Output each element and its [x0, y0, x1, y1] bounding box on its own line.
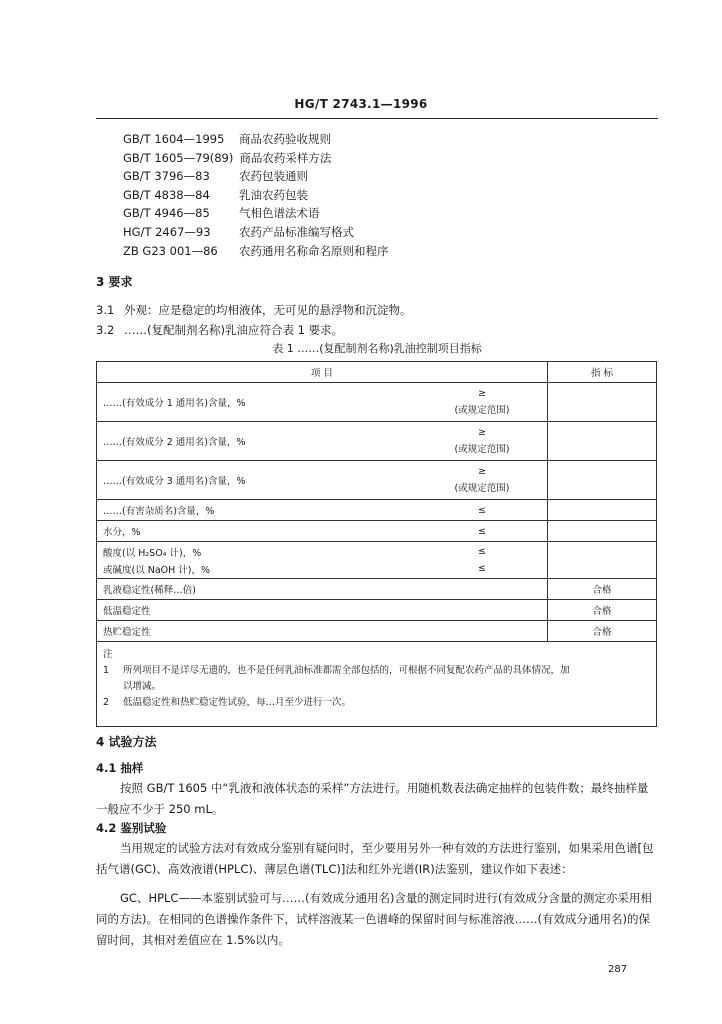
note-2: [103, 695, 650, 711]
clause-3-1: [96, 302, 412, 318]
header-rule: [96, 118, 658, 119]
table-row: [97, 383, 657, 422]
item-name: 水分，%: [103, 527, 141, 538]
reference-code: GB/T 1605—79(89): [123, 150, 234, 165]
symbol: ≥: [478, 427, 486, 438]
section-4-heading: 4 试验方法: [96, 735, 157, 749]
spec-value: [548, 542, 657, 579]
spec-value: [548, 461, 657, 500]
item-symbol-alt: ≤: [478, 563, 486, 574]
reference-title: 乳油农药包装: [239, 187, 308, 202]
table-notes: [97, 642, 657, 727]
reference-title: 农药包装通则: [239, 169, 308, 184]
reference-item: [123, 223, 643, 242]
reference-code: GB/T 4946—85: [123, 206, 210, 221]
reference-title: 气相色谱法术语: [239, 206, 320, 221]
reference-item: [123, 130, 643, 149]
reference-code: ZB G23 001—86: [123, 243, 218, 258]
clause-4-2-heading: 4.2 鉴别试验: [96, 821, 167, 835]
spec-value: 合格: [548, 621, 657, 642]
spec-value: [548, 383, 657, 422]
header-item: 项 目: [97, 362, 548, 383]
table-row: [97, 500, 657, 521]
clause-4-2-text-2: GC、HPLC——本鉴别试验可与……(有效成分通用名)含量的测定同时进行(有效成分含量的测定亦采用相同的方法)。在相同的色谱操作条件下，试样溶液某一色谱峰的保留时间与标准溶液……(有效成分通用名)的保留时间，其相对差值应在 1.5%以内。: [96, 891, 652, 947]
clause-4-2-text-1: 当用规定的试验方法对有效成分鉴别有疑问时，至少要用另外一种有效的方法进行鉴别，如果采用色谱[包括气谱(GC)、高效液谱(HPLC)、薄层色谱(TLC)]法和红外光谱(IR)法鉴别，建议作如下表述：: [96, 841, 654, 876]
spec-value: [548, 521, 657, 542]
table-notes-row: [97, 642, 657, 727]
item-name: 乳液稳定性(稀释…倍): [103, 585, 196, 596]
clause-text: 外观：应是稳定的均相液体，无可见的悬浮物和沉淀物。: [124, 303, 412, 317]
note-heading: 注: [103, 649, 113, 660]
item-name-alt: 或碱度(以 NaOH 计)，%: [103, 564, 211, 576]
standard-code-header: HG/T 2743.1—1996: [294, 97, 428, 111]
note-1-continued: 以增减。: [123, 681, 162, 692]
table-row: [97, 579, 657, 600]
reference-item: [123, 186, 643, 205]
range-note: (或规定范围): [454, 444, 510, 455]
item-name: 低温稳定性: [103, 606, 151, 617]
spec-value: 合格: [548, 579, 657, 600]
note-number: 2: [103, 697, 110, 708]
spec-value: [548, 422, 657, 461]
item-name: ……(有效成分 3 通用名)含量，%: [103, 476, 246, 487]
clause-number: 3.2: [96, 323, 115, 337]
range-note: (或规定范围): [454, 405, 510, 416]
table-row: [97, 422, 657, 461]
note-1: [103, 663, 650, 679]
item-name: ……(有效成分 2 通用名)含量，%: [103, 437, 246, 448]
symbol: ≥: [478, 466, 486, 477]
reference-title: 农药通用名称命名原则和程序: [239, 243, 389, 258]
note-text: 低温稳定性和热贮稳定性试验，每…月至少进行一次。: [123, 697, 352, 708]
table-row: [97, 521, 657, 542]
note-text: 所列项目不是详尽无遗的，也不是任何乳油标准都需全部包括的，可根据不同复配农药产品的具体情况，加: [123, 665, 570, 676]
item-symbol: [417, 424, 547, 458]
item-symbol: [417, 463, 547, 497]
item-symbol: ≤: [478, 504, 486, 516]
section-3-heading: 3 要求: [96, 275, 133, 289]
range-note: (或规定范围): [454, 483, 510, 494]
reference-code: HG/T 2467—93: [123, 224, 211, 239]
page-number: 287: [608, 964, 628, 975]
reference-title: 农药产品标准编写格式: [239, 224, 354, 239]
table-row: [97, 461, 657, 500]
reference-code: GB/T 1604—1995: [123, 132, 225, 146]
reference-item: [123, 149, 643, 168]
symbol: ≥: [478, 388, 486, 399]
clause-text: ……(复配制剂名称)乳油应符合表 1 要求。: [124, 323, 344, 337]
reference-code: GB/T 4838—84: [123, 187, 210, 202]
item-name: 酸度(以 H₂SO₄ 计)，%: [103, 547, 202, 559]
clause-4-1-text: 按照 GB/T 1605 中“乳液和液体状态的采样”方法进行。用随机数表法确定抽样的包装件数；最终抽样量一般应不少于 250 mL。: [96, 781, 649, 816]
header-spec: 指 标: [548, 362, 657, 383]
clause-4-1-heading: 4.1 抽样: [96, 761, 144, 775]
reference-item: [123, 167, 643, 186]
item-name: ……(有害杂质名)含量，%: [103, 506, 215, 517]
table-header-row: [97, 362, 657, 383]
item-name: ……(有效成分 1 通用名)含量，%: [103, 398, 246, 409]
spec-value: [548, 500, 657, 521]
table-row: [97, 542, 657, 579]
reference-item: [123, 204, 643, 223]
note-number: 1: [103, 665, 110, 676]
item-symbol: ≤: [478, 546, 486, 557]
item-symbol: [417, 385, 547, 419]
item-symbol: ≤: [478, 525, 486, 537]
reference-code: GB/T 3796—83: [123, 169, 210, 184]
specification-table: [96, 361, 657, 727]
reference-item: [123, 242, 643, 261]
reference-title: 商品农药采样方法: [239, 150, 332, 165]
item-name: 热贮稳定性: [103, 627, 151, 638]
reference-title: 商品农药验收规则: [239, 132, 331, 146]
table-1-title: 表 1 ……(复配制剂名称)乳油控制项目指标: [272, 342, 482, 355]
clause-number: 3.1: [96, 303, 115, 317]
reference-list: [123, 130, 643, 260]
spec-value: 合格: [548, 600, 657, 621]
table-row: [97, 600, 657, 621]
clause-3-2: [96, 322, 343, 338]
table-row: [97, 621, 657, 642]
